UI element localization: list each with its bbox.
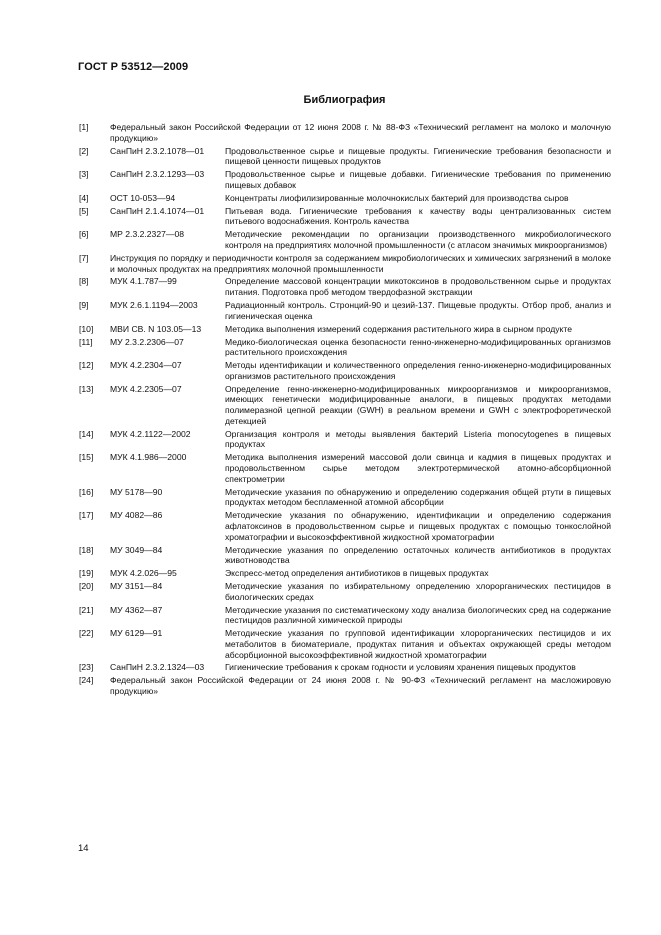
entry-code: МУ 6129—91 xyxy=(110,628,163,639)
entry-number: [15] xyxy=(79,452,94,463)
entry-text: Методические указания по групповой идентификации хлорорганических пестицидов и их метаболитов в биоматериале, продуктах питания и объектах окружающей среды методом абсорбционной высокоэффективной жидкостной хроматографии xyxy=(225,628,611,660)
entry-code: СанПиН 2.3.2.1324—03 xyxy=(110,662,205,673)
entry-text: Методика выполнения измерений массовой доли свинца и кадмия в пищевых продуктах и продовольственном сырье методом электротермической атомно-абсорбционной спектрометрии xyxy=(225,452,611,484)
entry-number: [6] xyxy=(79,229,89,240)
entry-code: МУК 4.1.787—99 xyxy=(110,276,177,287)
standard-header: ГОСТ Р 53512—2009 xyxy=(78,61,189,73)
entry-text: Методические указания по обнаружению, идентификации и определению содержания афлатоксинов в продовольственном сырье и пищевых продуктах с помощью тонкослойной хроматографии и высокоэффективной жидкостной хроматографии xyxy=(225,510,611,542)
entry-text: Методические указания по определению остаточных количеств антибиотиков в продуктах животноводства xyxy=(225,544,611,566)
entry-number: [1] xyxy=(79,122,89,132)
entry-number: [5] xyxy=(79,205,89,216)
bibliography-entry xyxy=(79,193,611,204)
entry-code: МР 2.3.2.2327—08 xyxy=(110,229,185,240)
bibliography-entry xyxy=(79,662,611,673)
bibliography-entry xyxy=(79,429,611,450)
bibliography-list xyxy=(79,122,611,699)
entry-code: МУ 2.3.2.2306—07 xyxy=(110,336,184,347)
entry-number: [12] xyxy=(79,360,94,371)
entry-text: Продовольственное сырье и пищевые продукты. Гигиенические требования безопасности и пищевой ценности пищевых продуктов xyxy=(225,145,611,167)
entry-code: МУК 4.2.026—95 xyxy=(110,568,177,579)
bibliography-entry xyxy=(79,300,611,321)
entry-number: [4] xyxy=(79,192,89,203)
page-number: 14 xyxy=(78,843,89,854)
entry-code: МУК 4.2.2304—07 xyxy=(110,360,182,371)
entry-number: [19] xyxy=(79,568,94,579)
entry-number: [10] xyxy=(79,323,94,334)
entry-code: МУК 4.2.1122—2002 xyxy=(110,428,191,439)
entry-number: [11] xyxy=(79,336,93,347)
entry-code: МУ 3049—84 xyxy=(110,544,163,555)
bibliography-entry xyxy=(79,324,611,335)
entry-code: МУ 5178—90 xyxy=(110,486,163,497)
bibliography-entry xyxy=(79,276,611,297)
entry-code: МУК 2.6.1.1194—2003 xyxy=(110,300,198,311)
entry-number: [13] xyxy=(79,383,94,394)
entry-code: ОСТ 10-053—94 xyxy=(110,192,176,203)
bibliography-entry xyxy=(79,253,611,274)
entry-code: МУК 4.2.2305—07 xyxy=(110,383,182,394)
entry-number: [16] xyxy=(79,486,94,497)
entry-code: МУ 4362—87 xyxy=(110,604,163,615)
entry-text: Методические указания по избирательному определению хлорорганических пестицидов в биологических средах xyxy=(225,580,611,602)
entry-text: Методика выполнения измерений содержания растительного жира в сырном продукте xyxy=(225,323,573,334)
entry-code: МУ 4082—86 xyxy=(110,510,163,521)
entry-number: [2] xyxy=(79,145,89,156)
bibliography-entry xyxy=(79,169,611,190)
bibliography-entry xyxy=(79,337,611,358)
entry-text: Питьевая вода. Гигиенические требования к качеству воды централизованных систем питьевого водоснабжения. Контроль качества xyxy=(225,205,611,227)
bibliography-entry xyxy=(79,360,611,381)
entry-code: МУК 4.1.986—2000 xyxy=(110,452,187,463)
entry-text: Организация контроля и методы выявления бактерий Listeria monocytogenes в пищевых продуктах xyxy=(225,428,611,450)
entry-number: [9] xyxy=(79,300,89,311)
entry-number: [23] xyxy=(79,662,94,673)
entry-number: [7] xyxy=(79,252,89,263)
entry-text: Методические рекомендации по организации производственного микробиологического контроля на предприятиях молочной промышленности (с атласом значимых микроорганизмов) xyxy=(225,229,611,250)
entry-code: СанПиН 2.3.2.1293—03 xyxy=(110,169,205,180)
bibliography-entry xyxy=(79,675,611,696)
entry-text: Определение массовой концентрации микотоксинов в продовольственном сырье и продуктах питания. Подготовка проб методом твердофазной экстракции xyxy=(225,276,611,298)
entry-number: [22] xyxy=(79,628,94,639)
bibliography-entry xyxy=(79,452,611,484)
entry-text: Методы идентификации и количественного определения генно-инженерно-модифицированных организмов растительного происхождения xyxy=(225,360,611,381)
entry-code: СанПиН 2.1.4.1074—01 xyxy=(110,205,205,216)
bibliography-entry xyxy=(79,146,611,167)
bibliography-entry xyxy=(79,628,611,660)
entry-number: [24] xyxy=(79,675,94,686)
entry-code: МУ 3151—84 xyxy=(110,580,163,591)
entry-code: МВИ СВ. N 103.05—13 xyxy=(110,323,202,334)
entry-number: [14] xyxy=(79,428,94,439)
entry-number: [17] xyxy=(79,510,94,521)
bibliography-title: Библиография xyxy=(303,94,386,106)
bibliography-entry xyxy=(79,229,611,250)
bibliography-entry xyxy=(79,568,611,579)
entry-text: Гигиенические требования к срокам годности и условиям хранения пищевых продуктов xyxy=(225,662,576,673)
bibliography-entry xyxy=(79,122,611,143)
entry-text: Радиационный контроль. Стронций-90 и цезий-137. Пищевые продукты. Отбор проб, анализ и гигиеническая оценка xyxy=(225,300,611,321)
entry-number: [20] xyxy=(79,580,94,591)
bibliography-entry xyxy=(79,605,611,626)
entry-number: [18] xyxy=(79,544,94,555)
bibliography-entry xyxy=(79,581,611,602)
bibliography-entry xyxy=(79,206,611,227)
entry-text: Методические указания по обнаружению и определению содержания общей ртути в пищевых продуктах методом беспламенной атомной абсорбции xyxy=(225,486,611,508)
entry-text: Федеральный закон Российской Федерации от 24 июня 2008 г. № 90-ФЗ «Технический регламент на масложировую продукцию» xyxy=(110,675,611,697)
entry-code: СанПиН 2.3.2.1078—01 xyxy=(110,145,205,156)
bibliography-entry xyxy=(79,510,611,542)
entry-number: [3] xyxy=(79,169,89,180)
entry-text: Медико-биологическая оценка безопасности генно-инженерно-модифицированных организмов растительного происхождения xyxy=(225,336,611,358)
entry-text: Определение генно-инженерно-модифицированных микроорганизмов и микроорганизмов, имеющих генетически модифицированные аналоги, в пищевых продуктах методами полимеразной цепной реакции (GWH) в реальном времени и GWH с электрофоретической детекцией xyxy=(225,383,611,426)
bibliography-entry xyxy=(79,545,611,566)
entry-text: Федеральный закон Российской Федерации от 12 июня 2008 г. № 88-ФЗ «Технический регламент на молоко и молочную продукцию» xyxy=(110,122,611,143)
entry-text: Экспресс-метод определения антибиотиков в пищевых продуктах xyxy=(225,568,489,579)
entry-text: Продовольственное сырье и пищевые добавки. Гигиенические требования по применению пищевых добавок xyxy=(225,169,611,190)
entry-text: Методические указания по систематическому ходу анализа биологических сред на содержание пестицидов различной химической природы xyxy=(225,604,611,626)
entry-text: Концентраты лиофилизированные молочнокислых бактерий для производства сыров xyxy=(225,192,569,203)
bibliography-entry xyxy=(79,487,611,508)
entry-number: [21] xyxy=(79,604,94,615)
entry-text: Инструкция по порядку и периодичности контроля за содержанием микробиологических и химических загрязнений в молоке и молочных продуктах на предприятиях молочной промышленности xyxy=(110,252,611,274)
entry-number: [8] xyxy=(79,276,89,287)
bibliography-entry xyxy=(79,384,611,427)
